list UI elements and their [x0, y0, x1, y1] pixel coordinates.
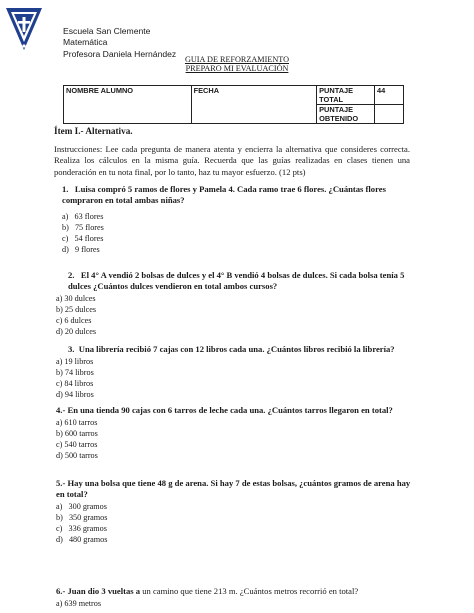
total-score-label: PUNTAJE TOTAL: [317, 86, 375, 105]
question-2-stem: [56, 270, 414, 292]
option-b[interactable]: b) 75 flores: [62, 223, 104, 233]
option-a[interactable]: a) 300 gramos: [56, 502, 107, 512]
question-number: 3.: [68, 344, 75, 354]
option-b[interactable]: b) 600 tarros: [56, 429, 98, 439]
question-number: 6.-: [56, 586, 66, 596]
guide-title: [0, 55, 474, 74]
school-name: Escuela San Clemente: [63, 26, 151, 36]
question-1: [62, 184, 412, 255]
question-text: Una librería recibió 7 cajas con 12 libros cada una. ¿Cuántos libros recibió la librería?: [78, 344, 395, 354]
subject-name: Matemática: [63, 37, 108, 48]
question-6-stem: [56, 586, 414, 597]
question-2: [56, 270, 414, 337]
option-b[interactable]: b) 25 dulces: [56, 305, 97, 315]
option-d[interactable]: d) 500 tarros: [56, 451, 98, 461]
question-number: 1.: [62, 184, 69, 194]
question-text: Hay una bolsa que tiene 48 g de arena. Si hay 7 de estas bolsas, ¿cuántos gramos de arena hay en total?: [56, 478, 411, 500]
question-text-bold: Juan dio 3 vueltas a: [67, 586, 141, 596]
obtained-score-value[interactable]: [375, 105, 404, 124]
guide-title-line2: PREPARO MI EVALUACIÓN: [185, 64, 289, 74]
question-3-options: [56, 356, 416, 400]
date-cell[interactable]: [191, 86, 317, 124]
question-4: [56, 405, 414, 461]
question-4-options: [56, 417, 414, 461]
option-a[interactable]: a) 19 libros: [56, 357, 94, 367]
question-1-stem: [62, 184, 412, 206]
student-info-table: [63, 85, 404, 124]
question-number: 4.-: [56, 405, 66, 415]
option-b[interactable]: b) 350 gramos: [56, 513, 108, 523]
question-number: 5.-: [56, 478, 66, 488]
question-4-stem: [56, 405, 414, 416]
question-text: En una tienda 90 cajas con 6 tarros de leche cada una. ¿Cuántos tarros llegaron en total?: [67, 405, 393, 415]
question-5-stem: [56, 478, 414, 500]
question-text: El 4° A vendió 2 bolsas de dulces y el 4° B vendió 4 bolsas de dulces. Si cada bolsa tenía 5 dulces ¿Cuántos dulces vendieron en total ambos cursos?: [68, 270, 405, 292]
question-1-options: [62, 211, 412, 255]
option-c[interactable]: c) 54 flores: [62, 234, 104, 244]
option-a[interactable]: a) 639 metros: [56, 599, 102, 609]
option-a[interactable]: a) 63 flores: [62, 212, 104, 222]
question-number: 2.: [68, 270, 75, 280]
option-c[interactable]: c) 540 tarros: [56, 440, 98, 450]
question-3-stem: [56, 344, 416, 355]
option-b[interactable]: b) 74 libros: [56, 368, 94, 378]
option-d[interactable]: d) 480 gramos: [56, 535, 108, 545]
obtained-score-label: PUNTAJE OBTENIDO: [317, 105, 375, 124]
student-name-cell[interactable]: [64, 86, 192, 124]
instructions-text: Instrucciones: Lee cada pregunta de manera atenta y encierra la alternativa que consideres correcta. Realiza los cálculos en la misma guía. Recuerda que las guías realizadas en clases tienen una ponderación en tu nota final, por lo tanto, haz tu mayor esfuerzo. (12 pts): [54, 144, 410, 177]
option-d[interactable]: d) 94 libros: [56, 390, 94, 400]
section-title: Ítem I.- Alternativa.: [54, 126, 133, 136]
question-3: [56, 344, 416, 400]
total-score-value: 44: [375, 86, 404, 105]
option-d[interactable]: d) 20 dulces: [56, 327, 97, 337]
option-c[interactable]: c) 336 gramos: [56, 524, 107, 534]
student-name-label: NOMBRE ALUMNO: [66, 86, 134, 95]
guide-title-line1: GUIA DE REFORZAMIENTO: [184, 55, 289, 64]
option-a[interactable]: a) 610 tarros: [56, 418, 98, 428]
question-2-options: [56, 293, 414, 337]
option-c[interactable]: c) 6 dulces: [56, 316, 92, 326]
question-6-options: [56, 598, 414, 609]
teacher-name: Profesora Daniela Hernández: [63, 48, 177, 59]
date-label: FECHA: [193, 86, 220, 95]
option-c[interactable]: c) 84 libros: [56, 379, 94, 389]
school-logo: [4, 6, 44, 52]
option-d[interactable]: d) 9 flores: [62, 245, 100, 255]
question-5-options: [56, 501, 414, 545]
option-a[interactable]: a) 30 dulces: [56, 294, 96, 304]
question-text-rest: un camino que tiene 213 m. ¿Cuántos metros recorrió en total?: [142, 586, 359, 596]
question-text: Luisa compró 5 ramos de flores y Pamela 4. Cada ramo trae 6 flores. ¿Cuántas flores compraron en total ambas niñas?: [62, 184, 386, 206]
question-6: [56, 586, 414, 609]
question-5: [56, 478, 414, 545]
